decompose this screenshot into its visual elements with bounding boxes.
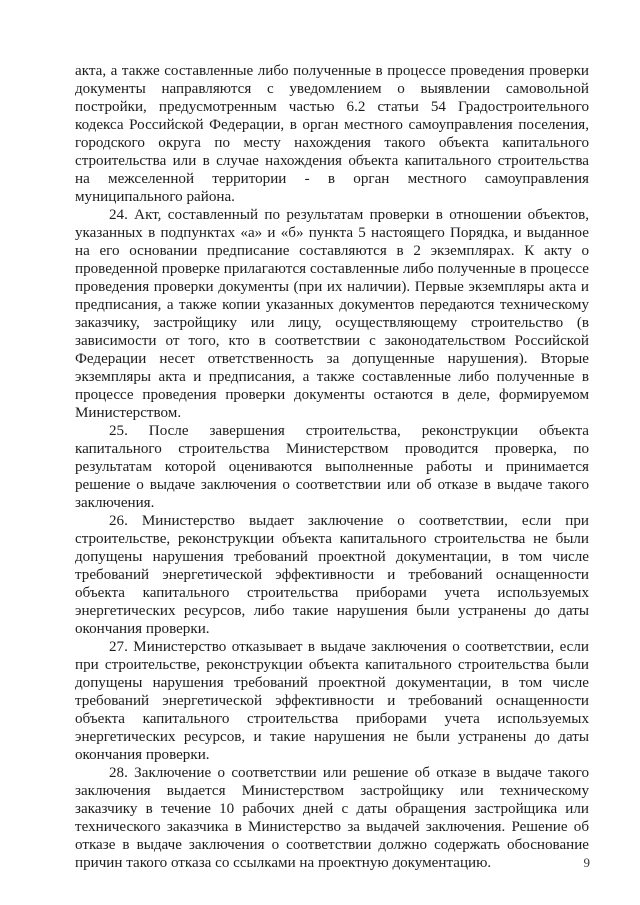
document-body <box>75 62 589 872</box>
paragraph-26: 26. Министерство выдает заключение о соответствии, если при строительстве, реконструкции объекта капитального строительства не были допущены нарушения требований проектной документации, в том числе требований энергетической эффективности и требований оснащенности объекта капитального строительства приборами учета используемых энергетических ресурсов, либо такие нарушения были устранены до даты окончания проверки. <box>75 513 589 637</box>
paragraph-28: 28. Заключение о соответствии или решение об отказе в выдаче такого заключения выдается Министерством застройщику или техническому заказчику в течение 10 рабочих дней с даты обращения застройщика или технического заказчика в Министерство за выдачей заключения. Решение об отказе в выдаче заключения о соответствии должно содержать обоснование причин такого отказа со ссылками на проектную документацию. <box>75 765 589 871</box>
paragraph-27: 27. Министерство отказывает в выдаче заключения о соответствии, если при строительстве, реконструкции объекта капитального строительства были допущены нарушения требований проектной документации, в том числе требований энергетической эффективности и требований оснащенности объекта капитального строительства приборами учета используемых энергетических ресурсов, и такие нарушения не были устранены до даты окончания проверки. <box>75 639 589 763</box>
paragraph-24: 24. Акт, составленный по результатам проверки в отношении объектов, указанных в подпунктах «а» и «б» пункта 5 настоящего Порядка, и выданное на его основании предписание составляются в 2 экземплярах. К акту о проведенной проверке прилагаются составленные либо полученные в процессе проведения проверки документы (при их наличии). Первые экземпляры акта и предписания, а также копии указанных документов передаются техническому заказчику, застройщику или лицу, осуществляющему строительство (в зависимости от того, кто в соответствии с законодательством Российской Федерации несет ответственность за допущенные нарушения). Вторые экземпляры акта и предписания, а также составленные либо полученные в процессе проведения проверки документы остаются в деле, формируемом Министерством. <box>75 207 589 421</box>
paragraph-continuation: акта, а также составленные либо полученные в процессе проведения проверки документы направляются с уведомлением о выявлении самовольной постройки, предусмотренным частью 6.2 статьи 54 Градостроительного кодекса Российской Федерации, в орган местного самоуправления поселения, городского округа по месту нахождения такого объекта капитального строительства или в случае нахождения объекта капитального строительства на межселенной территории - в орган местного самоуправления муниципального района. <box>75 63 589 205</box>
page-number: 9 <box>583 855 590 870</box>
paragraph-25: 25. После завершения строительства, реконструкции объекта капитального строительства Министерством проводится проверка, по результатам которой оцениваются выполненные работы и принимается решение о выдаче заключения о соответствии или об отказе в выдаче такого заключения. <box>75 423 589 511</box>
